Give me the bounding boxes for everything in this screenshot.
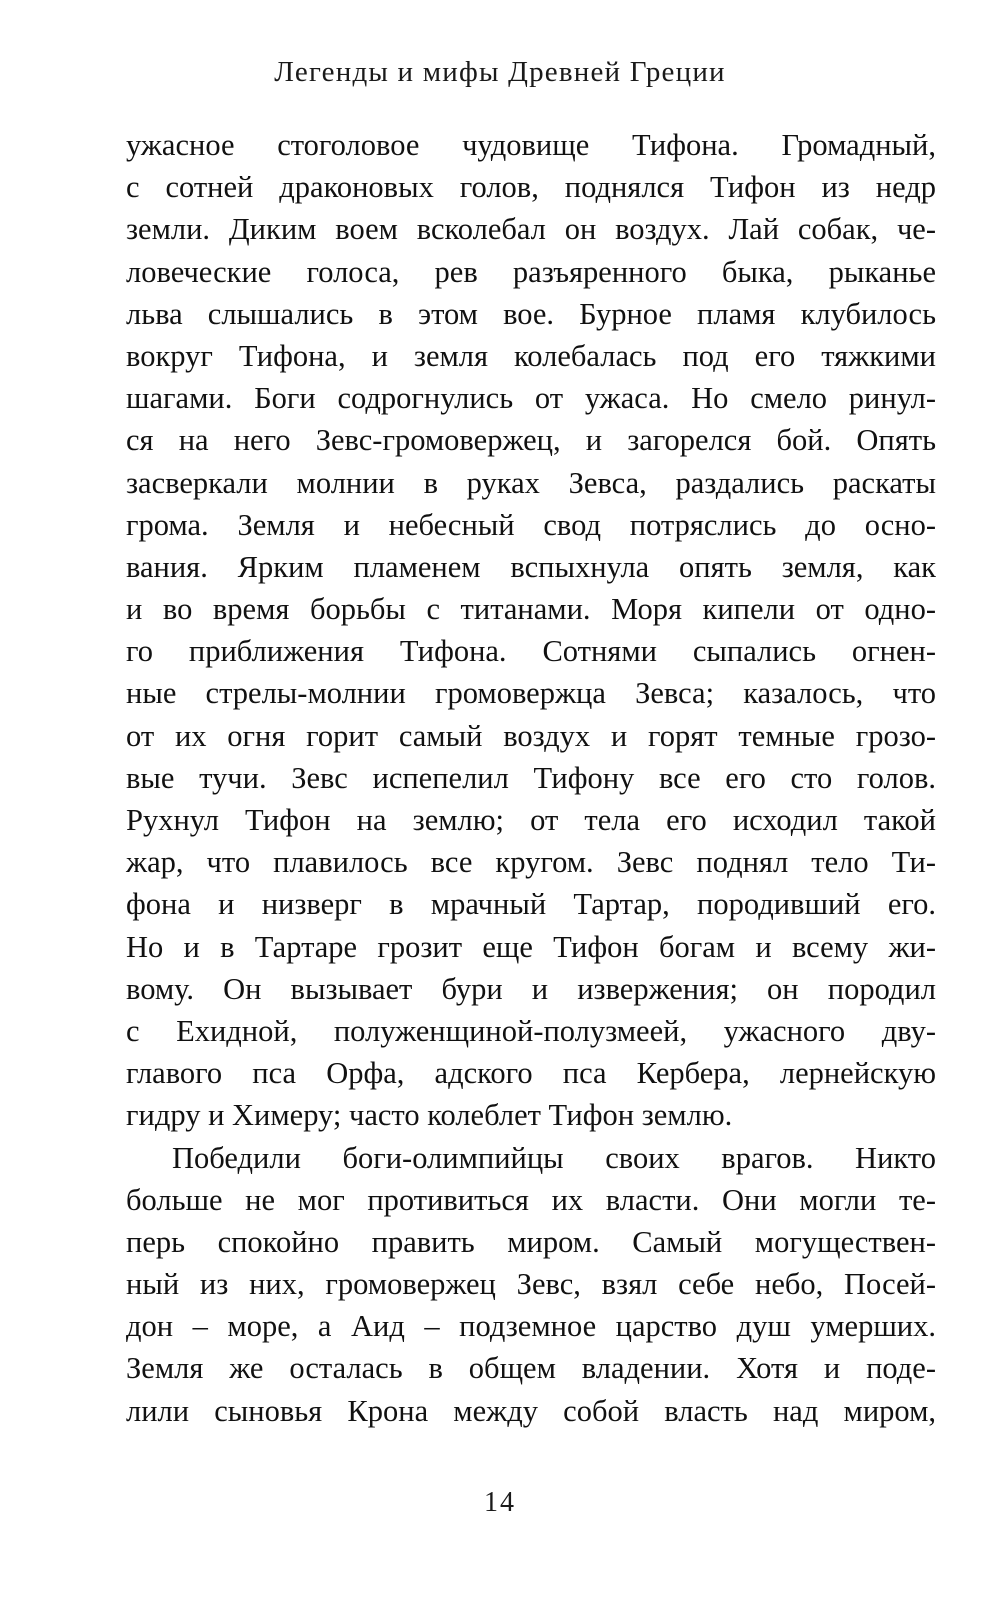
text-line: Рухнул Тифон на землю; от тела его исходил такой xyxy=(126,803,936,837)
text-line: ся на него Зевс-громовержец, и загорелся бой. Опять xyxy=(126,423,936,458)
text-line: вые тучи. Зевс испепелил Тифону все его сто голов. xyxy=(126,760,936,795)
text-line: Но и в Тартаре грозит еще Тифон богам и всему жи- xyxy=(126,929,936,964)
text-line: с сотней драконовых голов, поднялся Тифон из недр xyxy=(126,170,936,205)
text-line: земли. Диким воем всколебал он воздух. Лай собак, че- xyxy=(126,212,936,247)
text-line: ные стрелы-молнии громовержца Зевса; казалось, что xyxy=(126,676,936,711)
text-line: го приближения Тифона. Сотнями сыпались огнен- xyxy=(126,634,936,669)
text-line: вания. Ярким пламенем вспыхнула опять земля, как xyxy=(126,549,936,584)
text-line: Земля же осталась в общем владении. Хотя и поде- xyxy=(126,1351,936,1386)
text-line: главого пса Орфа, адского пса Кербера, лернейскую xyxy=(126,1056,936,1091)
text-line: больше не мог противиться их власти. Они могли те- xyxy=(126,1182,936,1217)
text-line: дон – море, а Аид – подземное царство душ умерших. xyxy=(126,1309,936,1344)
text-line: и во время борьбы с титанами. Моря кипели от одно- xyxy=(126,592,936,627)
page-body xyxy=(126,124,936,1432)
text-line: с Ехидной, полуженщиной-полузмеей, ужасного дву- xyxy=(126,1013,936,1048)
text-line: вокруг Тифона, и земля колебалась под его тяжкими xyxy=(126,338,936,373)
text-line: лили сыновья Крона между собой власть над миром, xyxy=(126,1393,936,1428)
text-line: ный из них, громовержец Зевс, взял себе небо, Посей- xyxy=(126,1267,936,1302)
text-line: вому. Он вызывает бури и извержения; он породил xyxy=(126,971,936,1006)
text-line: перь спокойно править миром. Самый могуществен- xyxy=(126,1224,936,1259)
text-line: Победили боги-олимпийцы своих врагов. Никто xyxy=(172,1140,936,1175)
running-header: Легенды и мифы Древней Греции xyxy=(274,56,726,88)
text-line: гидру и Химеру; часто колеблет Тифон землю. xyxy=(126,1098,733,1133)
text-line: ужасное стоголовое чудовище Тифона. Громадный, xyxy=(126,128,936,162)
text-line: фона и низверг в мрачный Тартар, породивший его. xyxy=(126,887,936,922)
text-line: от их огня горит самый воздух и горят темные грозо- xyxy=(126,718,936,753)
page-number: 14 xyxy=(484,1487,516,1518)
text-line: шагами. Боги содрогнулись от ужаса. Но смело ринул- xyxy=(126,381,936,416)
text-line: жар, что плавилось все кругом. Зевс поднял тело Ти- xyxy=(126,845,936,880)
text-line: ловеческие голоса, рев разъяренного быка, рыканье xyxy=(126,254,936,289)
text-line: засверкали молнии в руках Зевса, раздались раскаты xyxy=(126,465,936,500)
text-line: грома. Земля и небесный свод потряслись до осно- xyxy=(126,507,936,542)
text-line: льва слышались в этом вое. Бурное пламя клубилось xyxy=(126,296,936,331)
